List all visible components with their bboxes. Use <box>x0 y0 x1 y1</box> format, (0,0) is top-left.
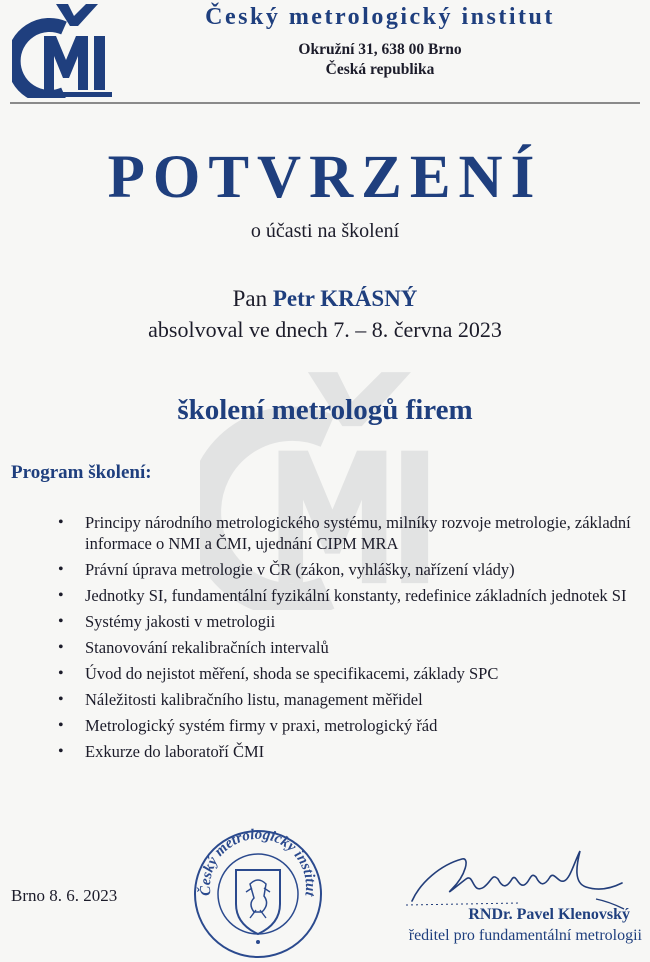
document-subtitle: o účasti na školení <box>250 220 400 242</box>
signer-name: RNDr. Pavel Klenovský <box>468 906 630 923</box>
list-item: • Metrologický systém firmy v praxi, metrologický řád <box>55 715 645 736</box>
institute-name: Český metrologický institut <box>205 4 555 30</box>
participant-name: Petr KRÁSNÝ <box>272 286 418 311</box>
list-item: • Stanovování rekalibračních intervalů <box>55 637 645 658</box>
document-title: POTVRZENÍ <box>107 144 543 211</box>
program-heading: Program školení: <box>11 462 152 483</box>
salutation: Pan <box>232 286 268 311</box>
svg-text:Český metrologický institut <box>197 827 318 898</box>
round-seal-icon <box>188 822 328 962</box>
handwritten-signature-icon <box>400 843 630 913</box>
list-item: • Jednotky SI, fundamentální fyzikální konstanty, redefinice základních jednotek SI <box>55 585 645 606</box>
course-name: školení metrologů firem <box>177 394 473 426</box>
place-and-date: Brno 8. 6. 2023 <box>11 886 118 905</box>
signer-role: ředitel pro fundamentální metrologii <box>408 927 642 944</box>
stamp-text: Český metrologický institut <box>197 826 319 898</box>
institute-address <box>110 40 650 80</box>
list-item: • Úvod do nejistot měření, shoda se specifikacemi, základy SPC <box>55 663 645 684</box>
address-line-2: Česká republika <box>325 61 435 78</box>
completion-dates: absolvoval ve dnech 7. – 8. června 2023 <box>148 317 502 342</box>
list-item: • Právní úprava metrologie v ČR (zákon, vyhlášky, nařízení vlády) <box>55 559 645 580</box>
list-item: • Exkurze do laboratoří ČMI <box>55 741 645 762</box>
address-line-1: Okružní 31, 638 00 Brno <box>298 41 462 58</box>
list-item: • Náležitosti kalibračního listu, management měřidel <box>55 689 645 710</box>
list-item: • Principy národního metrologického systému, milníky rozvoje metrologie, základní informace o NMI a ČMI, ujednání CIPM MRA <box>55 512 645 554</box>
participant-line <box>0 286 650 312</box>
program-list <box>55 512 645 767</box>
list-item: • Systémy jakosti v metrologii <box>55 611 645 632</box>
cmi-logo-icon <box>12 2 118 98</box>
header-divider <box>10 102 640 104</box>
